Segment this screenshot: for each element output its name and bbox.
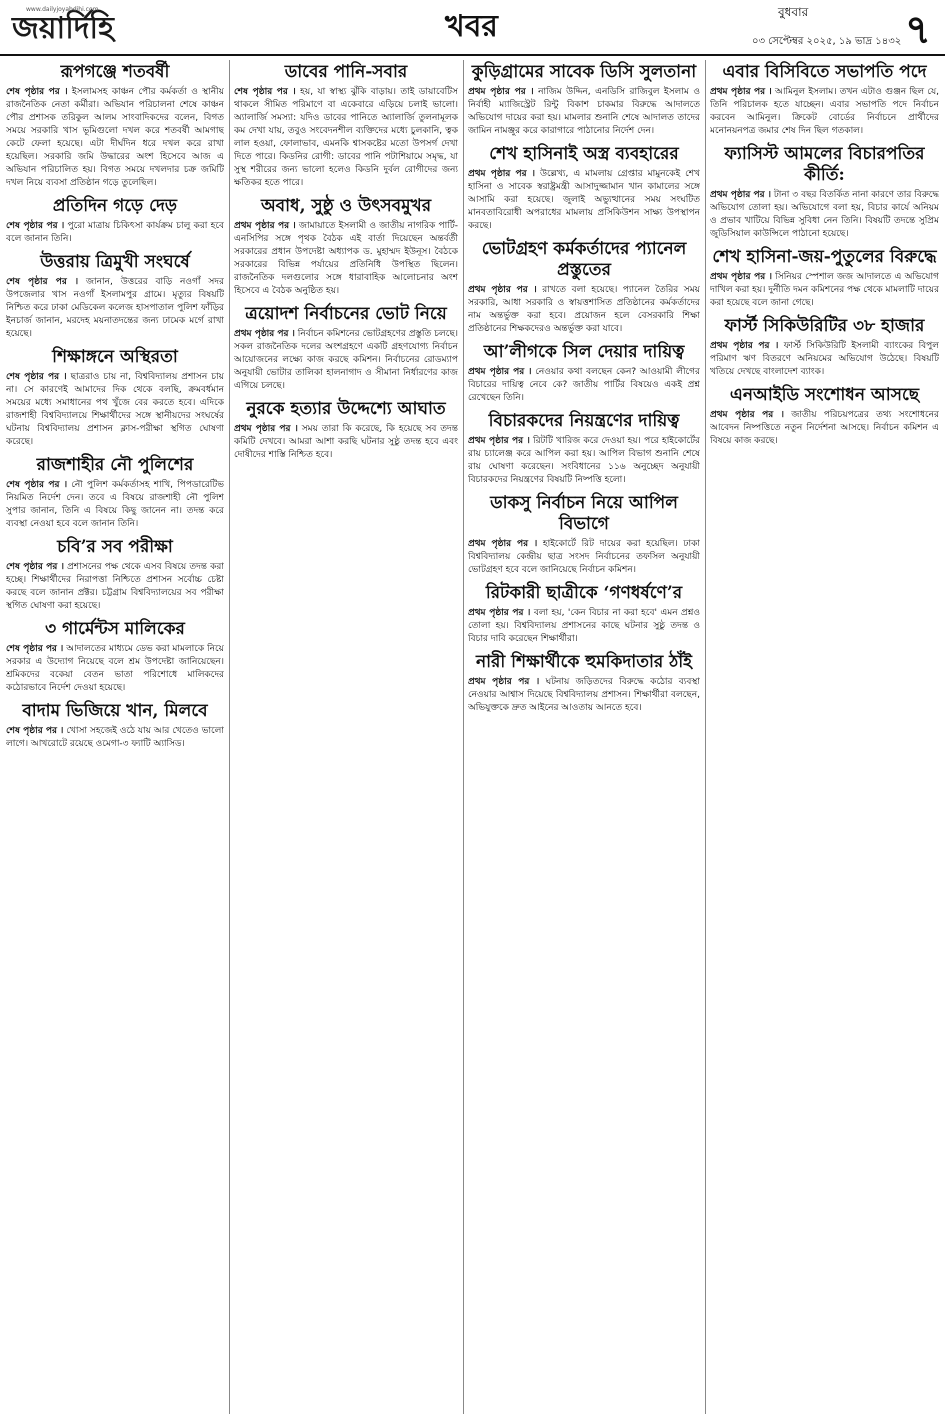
story-body: ফার্স্ট সিকিউরিটি ইসলামী ব্যাংকের বিপুল পরিমাণ ঋণ বিতরণে অনিয়মের অভিযোগ উঠেছে। বিষয়টি খতিয়ে দেখছে বাংলাদেশ ব্যাংক। (710, 341, 939, 377)
story-body-wrap (6, 725, 224, 751)
story-body: আমিনুল ইসলাম। তখন এটাও গুঞ্জন ছিল যে, তিনি পরিচালক হতে যাচ্ছেন। এবার সভাপতি পদে নির্বাচন করবেন আমিনুল। ক্রিকেট বোর্ডের নির্বাচনে প্রার্থীদের মনোনয়নপত্র জমার শেষ দিন ছিল গতকাল। (710, 87, 939, 136)
news-story (234, 399, 458, 462)
weekday: বুধবার (778, 5, 809, 19)
story-byline: প্রথম পৃষ্ঠার পর । (468, 539, 538, 549)
news-story (6, 62, 224, 190)
story-headline: ডাকসু নির্বাচন নিয়ে আপিল বিভাগে (490, 493, 678, 534)
story-body-wrap (468, 284, 700, 336)
story-headline: ভোটগ্রহণ কর্মকর্তাদের প্যানেল প্রস্তুতের (481, 239, 687, 280)
story-byline: প্রথম পৃষ্ঠার পর । (234, 221, 296, 231)
column-3 (468, 60, 700, 1414)
story-byline: শেষ পৃষ্ঠার পর । (234, 87, 296, 97)
story-byline: প্রথম পৃষ্ঠার পর । (468, 608, 531, 618)
story-body: জামায়াতে ইসলামী ও জাতীয় নাগরিক পার্টি-এনসিপির সঙ্গে পৃথক বৈঠক এই বার্তা দিয়েছেন অন্তর্বর্তী সরকারের প্রধান উপদেষ্টা অধ্যাপক ড. মুহাম্মদ ইউনূস। বৈঠকে সরকারের বিভিন্ন পর্যায়ের প্রতিনিধি উপস্থিত ছিলেন। রাজনৈতিক দলগুলোর সঙ্গে ধারাবাহিক আলোচনার অংশ হিসেবে এ বৈঠক অনুষ্ঠিত হয়। (234, 221, 458, 296)
section-title: খবর (445, 9, 498, 44)
story-body-wrap (234, 423, 458, 462)
news-story (468, 62, 700, 138)
story-headline: আ’লীগকে সিল দেয়ার দায়িত্ব (483, 342, 685, 362)
story-byline: প্রথম পৃষ্ঠার পর । (710, 87, 772, 97)
story-byline: প্রথম পৃষ্ঠার পর । (468, 367, 532, 377)
page-number: ৭ (904, 7, 931, 53)
story-headline: অবাধ, সুষ্ঠু ও উৎসবমুখর (260, 196, 432, 216)
story-headline: শিক্ষাঙ্গনে অস্থিরতা (52, 347, 178, 367)
news-story (710, 316, 939, 379)
story-body: প্রশাসনের পক্ষ থেকে এসব বিষয়ে তদন্ত করা হচ্ছে। শিক্ষার্থীদের নিরাপত্তা নিশ্চিতে প্রশাসন সর্বোচ্চ চেষ্টা করছে বলে জানান প্রক্টর। চট্টগ্রাম বিশ্ববিদ্যালয়ের সব পরীক্ষা স্থগিত ঘোষণা করা হয়েছে। (6, 562, 224, 611)
story-body: নির্বাচন কমিশনের ভোটগ্রহণের প্রস্তুতি চলছে। সকল রাজনৈতিক দলের অংশগ্রহণে একটি গ্রহণযোগ্য নির্বাচন আয়োজনের লক্ষ্যে কাজ করছে কমিশন। নির্বাচনের রোডম্যাপ অনুযায়ী ভোটার তালিকা হালনাগাদ ও সীমানা নির্ধারণের কাজ এগিয়ে চলছে। (234, 329, 458, 391)
story-headline: এনআইডি সংশোধন আসছে (729, 385, 920, 405)
story-body: হয়, যা স্বাস্থ্য ঝুঁকি বাড়ায়। তাই ডায়াবেটিস থাকলে সীমিত পরিমাণে বা একেবারে এড়িয়ে চলাই ভালো। অ্যালার্জি সমস্যা: যদিও ডাবের পানিতে অ্যালার্জি তুলনামূলক কম দেখা যায়, তবুও সংবেদনশীল ব্যক্তিদের মধ্যে চুলকানি, ত্বক লাল হওয়া, ফোলাভাব, এমনকি শ্বাসকষ্টের মতো উপসর্গ দেখা দিতে পারে। কিডনির রোগী: ডাবের পানি পটাশিয়ামে সমৃদ্ধ, যা সুস্থ শরীরের জন্য ভালো হলেও কিডনি দুর্বল রোগীদের জন্য ক্ষতিকর হতে পারে। (234, 87, 458, 188)
story-byline: প্রথম পৃষ্ঠার পর । (468, 285, 537, 295)
news-story (710, 62, 939, 138)
story-body: ইসলামসহ কাঞ্চন পৌর কর্মকর্তা ও স্থানীয় রাজনৈতিক নেতা কর্মীরা। অভিযান পরিচালনা শেষে কাঞ্চন পৌর প্রশাসক তরিকুল আলম সাংবাদিকদের বলেন, বিগত সময়ে সরকারি খাস ভূমিগুলো দখল করে শতবর্ষী আমগাছ কেটে ফেলা হয়েছে। এটা দীর্ঘদিন ধরে দখল করে রাখা হয়েছিল। সরকারি জমি উদ্ধারের অংশ হিসেবে আজ এ অভিযান পরিচালিত হয়। বিগত সময়ে দখলদার চক্র জমিটি দখল নিয়ে ব্যবসা প্রতিষ্ঠান গড়ে তুলেছিল। (6, 87, 224, 188)
story-byline: প্রথম পৃষ্ঠার পর । (710, 190, 771, 200)
story-headline: ত্রয়োদশ নির্বাচনের ভোট নিয়ে (245, 304, 447, 324)
story-body: রাখতে বলা হয়েছে। প্যানেল তৈরির সময় সরকারি, আধা সরকারি ও স্বায়ত্তশাসিত প্রতিষ্ঠানের কর্মকর্তাদের নাম অন্তর্ভুক্ত করা হবে। প্রয়োজন হলে বেসরকারি শিক্ষা প্রতিষ্ঠানের শিক্ষকদেরও অন্তর্ভুক্ত করা যাবে। (468, 285, 700, 334)
story-body: জাতীয় পরিচয়পত্রের তথ্য সংশোধনের আবেদন নিষ্পত্তিতে নতুন নির্দেশনা আসছে। নির্বাচন কমিশন এ বিষয়ে কাজ করছে। (710, 410, 939, 446)
story-byline: প্রথম পৃষ্ঠার পর । (234, 329, 295, 339)
news-story (468, 144, 700, 233)
story-body-wrap (710, 189, 939, 241)
news-story (6, 455, 224, 531)
story-body-wrap (6, 86, 224, 190)
news-story (6, 701, 224, 751)
news-story (6, 347, 224, 449)
story-body: রিটটি খারিজ করে দেওয়া হয়। পরে হাইকোর্টের রায় চ্যালেঞ্জ করে আপিল করা হয়। আপিল বিভাগ শুনানি শেষে রায় ঘোষণা করেছেন। সংবিধানের ১১৬ অনুচ্ছেদ অনুযায়ী বিচারকদের নিয়ন্ত্রণের বিষয়টি নিষ্পত্তি হলো। (468, 436, 700, 485)
news-story (710, 144, 939, 241)
story-byline: শেষ পৃষ্ঠার পর । (6, 221, 65, 231)
story-body: হাইকোর্টে রিট দায়ের করা হয়েছিল। ঢাকা বিশ্ববিদ্যালয় কেন্দ্রীয় ছাত্র সংসদ নির্বাচনের তফসিল অনুযায়ী ভোটগ্রহণ হবে বলে জানিয়েছে নির্বাচন কমিশন। (468, 539, 700, 575)
news-story (6, 252, 224, 341)
story-body: ঘটনায় জড়িতদের বিরুদ্ধে কঠোর ব্যবস্থা নেওয়ার আশ্বাস দিয়েছে বিশ্ববিদ্যালয় প্রশাসন। শিক্ষার্থীরা বলছেন, অভিযুক্তকে দ্রুত আইনের আওতায় আনতে হবে। (468, 677, 700, 713)
story-headline: বিচারকদের নিয়ন্ত্রণের দায়িত্ব (488, 411, 680, 431)
story-byline: শেষ পৃষ্ঠার পর । (6, 372, 67, 382)
story-body-wrap (468, 676, 700, 715)
column-4 (710, 60, 939, 1414)
story-headline: প্রতিদিন গড়ে দেড় (52, 196, 178, 216)
story-body-wrap (234, 220, 458, 298)
news-story (234, 62, 458, 190)
story-headline: শেখ হাসিনাই অস্ত্র ব্যবহারের (489, 144, 679, 164)
story-body: নেওয়ার কথা বলছেন কেন? আওয়ামী লীগের বিচারের দায়িত্ব নেবে কে? জাতীয় পার্টির বিষয়েও একই প্রশ্ন রেখেছেন তিনি। (468, 367, 700, 403)
column-1 (6, 60, 224, 1414)
story-body: টানা ৩ বছর বিতর্কিত নানা কারণে তার বিরুদ্ধে অভিযোগ তোলা হয়। অভিযোগে বলা হয়, বিচার কার্যে অনিয়ম ও প্রভাব খাটিয়ে বিভিন্ন সুবিধা নেন তিনি। বিষয়টি তদন্তে সুপ্রিম জুডিসিয়াল কাউন্সিলে পাঠানো হয়েছে। (710, 190, 939, 239)
news-story (6, 196, 224, 246)
news-story (468, 493, 700, 577)
story-body: আদালতের মাধ্যমে ডেভ করা মামলাকে নিয়ে সরকার এ উদ্যোগ নিয়েছে বলে শ্রম উপদেষ্টা জানিয়েছেন। শ্রমিকদের বকেয়া বেতন ভাতা পরিশোধে মালিকদের কঠোরভাবে নির্দেশ দেওয়া হয়েছে। (6, 644, 224, 693)
story-body: নৌ পুলিশ কর্মকর্তাসহ শাখি, পিপডারেটিভ নিয়মিত নির্দেশ দেন। তবে এ বিষয়ে রাজশাহী নৌ পুলিশ সুপার জানান, তিনি এ বিষয়ে কিছু জানেন না। তদন্ত করে ব্যবস্থা নেওয়া হবে বলে জানান তিনি। (6, 480, 224, 529)
story-headline: রূপগঞ্জে শতবর্ষী (60, 62, 170, 82)
story-body-wrap (468, 86, 700, 138)
logo-text: জয়ার্দিহি (12, 11, 114, 46)
story-headline: কুড়িগ্রামের সাবেক ডিসি সুলতানা (471, 62, 697, 82)
story-byline: প্রথম পৃষ্ঠার পর । (468, 436, 530, 446)
news-story (468, 239, 700, 336)
story-headline: রিটকারী ছাত্রীকে ‘গণধর্ষণে’র (485, 583, 683, 603)
story-body: নাজিম উদ্দিন, এনডিসি রাজিবুল ইসলাম ও নির্বাহী ম্যাজিস্ট্রেট রিন্টু বিকাশ চাকমার বিরুদ্ধে আদালতে অভিযোগ দায়ের করা হয়। মামলার শুনানি শেষে আদালত তাদের জামিন নামঞ্জুর করে কারাগারে পাঠানোর নির্দেশ দেন। (468, 87, 700, 136)
story-headline: নুরকে হত্যার উদ্দেশ্যে আঘাত (246, 399, 446, 419)
story-body-wrap (468, 607, 700, 646)
story-body: ছাত্ররাও চায় না, বিশ্ববিদ্যালয় প্রশাসন চায় না। সে কারণেই আমাদের দিক থেকে বলছি, ক্রমবর্ধমান সময়ের মধ্যে সমাধানের পথ খুঁজে বের করতে হবে। এদিকে রাজশাহী বিশ্ববিদ্যালয়ে শিক্ষার্থীদের সঙ্গে স্থানীয়দের সংঘর্ষের ঘটনায় বিশ্ববিদ্যালয় প্রশাসন ক্লাস-পরীক্ষা স্থগিত ঘোষণা করেছে। (6, 372, 224, 447)
story-headline: ৩ গার্মেন্টস মালিকের (45, 619, 185, 639)
story-body: পুরো মাত্রায় চিকিৎসা কার্যক্রম চালু করা হবে বলে জানান তিনি। (6, 221, 224, 244)
story-byline: প্রথম পৃষ্ঠার পর । (710, 410, 784, 420)
story-body: উল্লেখ্য, এ মামলায় গ্রেপ্তার মামুনকেই শেখ হাসিনা ও সাবেক স্বরাষ্ট্রমন্ত্রী আসাদুজ্জামান খান কামালের সঙ্গে আসামি করা হয়েছে। জুলাই অভ্যুত্থানের সময় সংঘটিত মানবতাবিরোধী অপরাধের মামলায় প্রসিকিউশন সাক্ষ্য উপস্থাপন করছে। (468, 169, 700, 231)
story-body: সময় তারা কি করেছে, কি হয়েছে সব তদন্ত কমিটি দেখবে। আমরা আশা করছি ঘটনার সুষ্ঠু তদন্ত হবে এবং দোষীদের শাস্তি নিশ্চিত হবে। (234, 424, 458, 460)
date-line: ০৩ সেপ্টেম্বর ২০২৫, ১৯ ভাদ্র ১৪৩২ (752, 36, 902, 47)
news-story (6, 537, 224, 613)
story-byline: শেষ পৃষ্ঠার পর । (6, 562, 64, 572)
story-body-wrap (710, 409, 939, 448)
column-divider (705, 60, 706, 1414)
news-story (468, 652, 700, 715)
story-byline: প্রথম পৃষ্ঠার পর । (468, 677, 540, 687)
story-headline: ডাবের পানি-সবার (284, 62, 408, 82)
story-headline: চবি’র সব পরীক্ষা (57, 537, 173, 557)
story-body: খোসা সহজেই ওঠে যায় আর খেতেও ভালো লাগে। আখরোটে রয়েছে ওমেগা-৩ ফ্যাটি অ্যাসিড। (6, 726, 224, 749)
story-body-wrap (6, 220, 224, 246)
story-body-wrap (710, 86, 939, 138)
story-body-wrap (234, 328, 458, 393)
story-body-wrap (6, 643, 224, 695)
story-byline: শেষ পৃষ্ঠার পর । (6, 87, 68, 97)
story-byline: প্রথম পৃষ্ঠার পর । (710, 272, 772, 282)
story-headline: ফ্যাসিস্ট আমলের বিচারপতির কীর্তি: (724, 144, 925, 185)
story-body-wrap (6, 276, 224, 341)
news-story (6, 619, 224, 695)
story-byline: প্রথম পৃষ্ঠার পর । (710, 341, 779, 351)
story-headline: শেখ হাসিনা-জয়-পুতুলের বিরুদ্ধে (712, 247, 937, 267)
story-body: বলা হয়, 'কেন বিচার না করা হবে' এমন প্রশ্নও তোলা হয়। বিশ্ববিদ্যালয় প্রশাসনের কাছে ঘটনার সুষ্ঠু তদন্ত ও বিচার দাবি করেছেন শিক্ষার্থীরা। (468, 608, 700, 644)
story-body-wrap (6, 479, 224, 531)
story-body: জানান, উত্তরের বাড়ি নওগাঁ সদর উপজেলার খাস নওগাঁ ইসলামপুর গ্রামে। মৃত্যুর বিষয়টি নিশ্চিত করে ঢাকা মেডিকেল কলেজ হাসপাতাল পুলিশ ফাঁড়ির ইনচার্জ জানান, মরদেহ ময়নাতদন্তের জন্য ঢামেক মর্গে রাখা হয়েছে। (6, 277, 224, 339)
story-headline: এবার বিসিবিতে সভাপতি পদে (722, 62, 927, 82)
masthead-rule (0, 54, 945, 56)
story-headline: ফার্স্ট সিকিউরিটির ৩৮ হাজার (724, 316, 925, 336)
news-story (468, 583, 700, 646)
story-headline: রাজশাহীর নৌ পুলিশের (36, 455, 194, 475)
story-byline: শেষ পৃষ্ঠার পর । (6, 277, 79, 287)
column-2 (234, 60, 458, 1414)
news-story (234, 304, 458, 393)
story-body-wrap (710, 340, 939, 379)
news-story (468, 342, 700, 405)
news-story (234, 196, 458, 298)
story-headline: বাদাম ভিজিয়ে খান, মিলবে (22, 701, 208, 721)
story-headline: উত্তরায় ত্রিমুখী সংঘর্ষে (40, 252, 190, 272)
column-divider (229, 60, 230, 1414)
story-body-wrap (710, 271, 939, 310)
column-divider (463, 60, 464, 1414)
story-body-wrap (468, 435, 700, 487)
news-story (710, 385, 939, 448)
story-body-wrap (6, 561, 224, 613)
story-byline: শেষ পৃষ্ঠার পর । (6, 644, 64, 654)
masthead (0, 0, 945, 62)
story-body-wrap (234, 86, 458, 190)
story-byline: প্রথম পৃষ্ঠার পর । (468, 87, 534, 97)
story-body-wrap (6, 371, 224, 449)
story-byline: প্রথম পৃষ্ঠার পর । (468, 169, 536, 179)
story-byline: শেষ পৃষ্ঠার পর । (6, 726, 64, 736)
story-body-wrap (468, 366, 700, 405)
story-body-wrap (468, 538, 700, 577)
news-story (710, 247, 939, 310)
story-body: সিনিয়র স্পেশাল জজ আদালতে এ অভিযোগ দাখিল করা হয়। দুর্নীতি দমন কমিশনের পক্ষ থেকে মামলাটি দায়ের করা হয়েছে বলে জানা গেছে। (710, 272, 939, 308)
story-body-wrap (468, 168, 700, 233)
story-byline: প্রথম পৃষ্ঠার পর । (234, 424, 298, 434)
story-byline: শেষ পৃষ্ঠার পর । (6, 480, 68, 490)
site-url: www.dailyjoyabdihi.com (26, 6, 99, 13)
news-story (468, 411, 700, 487)
story-headline: নারী শিক্ষার্থীকে হুমকিদাতার ঠাঁই (475, 652, 693, 672)
